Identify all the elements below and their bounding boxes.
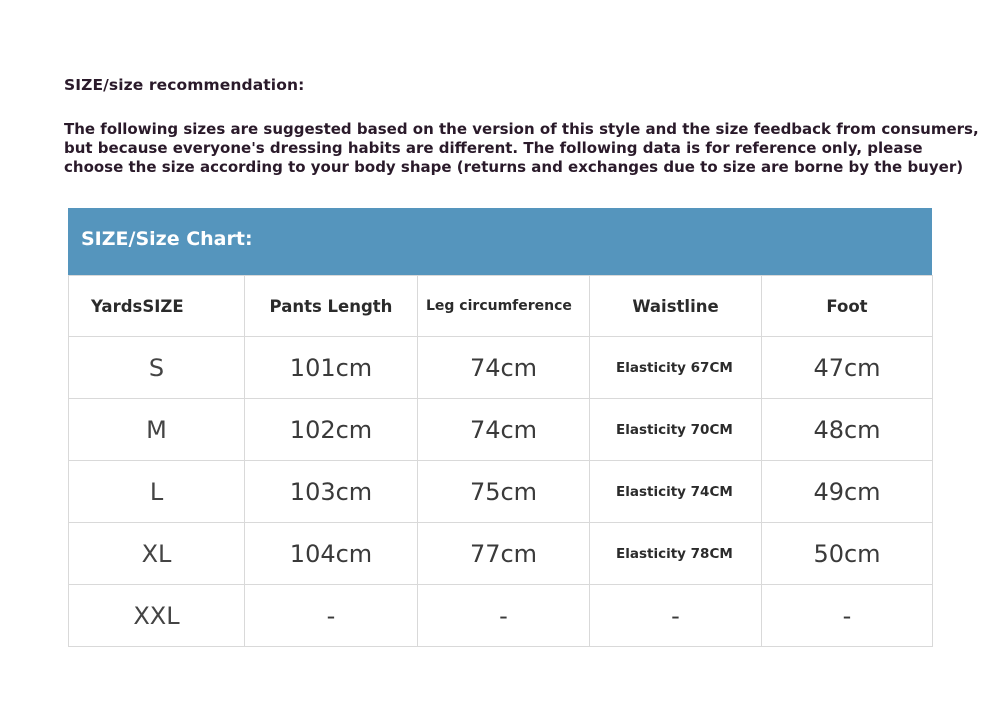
size-notice <box>64 120 979 177</box>
cell-foot: - <box>762 585 933 647</box>
cell-foot: 49cm <box>762 461 933 523</box>
cell-foot: 47cm <box>762 337 933 399</box>
table-row <box>69 523 933 585</box>
cell-waistline: Elasticity 67CM <box>590 337 762 399</box>
table-row <box>69 399 933 461</box>
size-table <box>68 275 933 647</box>
cell-leg-circumference: 74cm <box>418 399 590 461</box>
table-row <box>69 337 933 399</box>
header-foot: Foot <box>762 276 933 337</box>
cell-foot: 48cm <box>762 399 933 461</box>
cell-pants-length: 104cm <box>245 523 418 585</box>
cell-size: L <box>69 461 245 523</box>
table-header-row <box>69 276 933 337</box>
header-leg-circumference: Leg circumference <box>418 276 590 337</box>
header-pants-length: Pants Length <box>245 276 418 337</box>
cell-leg-circumference: 77cm <box>418 523 590 585</box>
cell-leg-circumference: - <box>418 585 590 647</box>
header-waistline: Waistline <box>590 276 762 337</box>
cell-leg-circumference: 75cm <box>418 461 590 523</box>
cell-pants-length: - <box>245 585 418 647</box>
notice-line: but because everyone's dressing habits are different. The following data is for reference only, please <box>64 139 923 157</box>
table-row <box>69 461 933 523</box>
table-row <box>69 585 933 647</box>
cell-pants-length: 103cm <box>245 461 418 523</box>
cell-size: M <box>69 399 245 461</box>
cell-pants-length: 102cm <box>245 399 418 461</box>
notice-line: The following sizes are suggested based on the version of this style and the size feedback from consumers, <box>64 120 979 138</box>
cell-waistline: - <box>590 585 762 647</box>
cell-pants-length: 101cm <box>245 337 418 399</box>
page-heading: SIZE/size recommendation: <box>64 76 305 94</box>
header-size: YardsSIZE <box>69 276 245 337</box>
size-chart-banner <box>68 208 932 275</box>
cell-waistline: Elasticity 74CM <box>590 461 762 523</box>
cell-size: XL <box>69 523 245 585</box>
cell-leg-circumference: 74cm <box>418 337 590 399</box>
cell-size: XXL <box>69 585 245 647</box>
cell-size: S <box>69 337 245 399</box>
notice-line: choose the size according to your body shape (returns and exchanges due to size are borne by the buyer) <box>64 158 964 176</box>
size-chart-title: SIZE/Size Chart: <box>81 228 253 250</box>
cell-foot: 50cm <box>762 523 933 585</box>
cell-waistline: Elasticity 78CM <box>590 523 762 585</box>
cell-waistline: Elasticity 70CM <box>590 399 762 461</box>
